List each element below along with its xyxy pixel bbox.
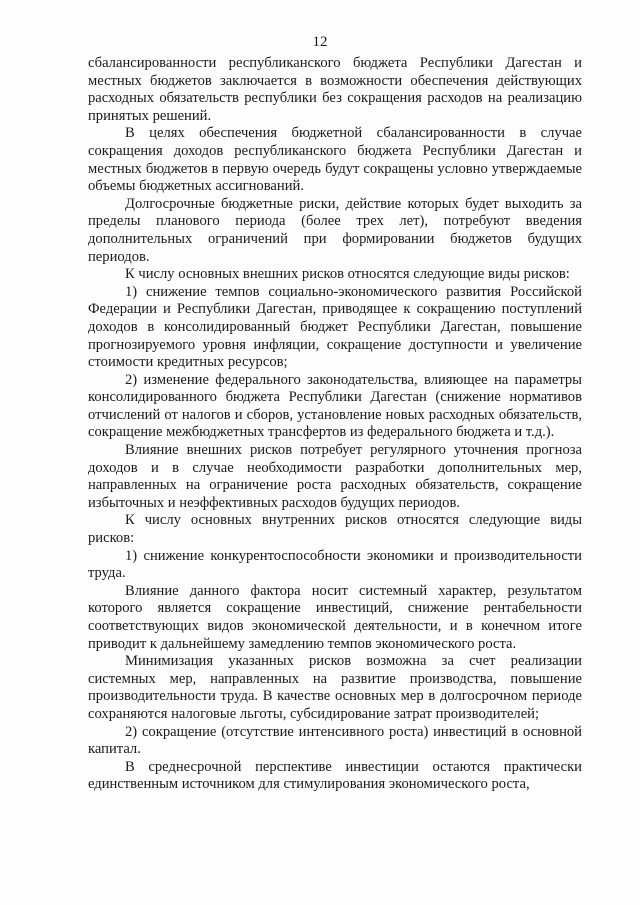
document-body bbox=[88, 55, 582, 794]
paragraph: Влияние внешних рисков потребует регулярного уточнения прогноза доходов и в случае необходимости разработки дополнительных мер, направленных на ограничение роста расходных обязательств, сокращение избыточных и неэффективных расходов будущих периодов. bbox=[88, 442, 582, 511]
paragraph: Долгосрочные бюджетные риски, действие которых будет выходить за пределы планового периода (более трех лет), потребуют введения дополнительных ограничений при формировании бюджетов будущих периодов. bbox=[88, 195, 582, 265]
paragraph: К числу основных внешних рисков относятся следующие виды рисков: bbox=[125, 266, 570, 283]
paragraph: Минимизация указанных рисков возможна за счет реализации системных мер, направленных на развитие производства, повышение производительности труда. В качестве основных мер в долгосрочном периоде сохраняются налоговые льготы, субсидирование затрат производителей; bbox=[88, 653, 582, 722]
list-item-paragraph: 2) изменение федерального законодательства, влияющее на параметры консолидированного бюджета Республики Дагестан (снижение нормативов отчислений от налогов и сборов, установление новых расходных обязательств, сокращение межбюджетных трансфертов из федерального бюджета и т.д.). bbox=[88, 371, 582, 441]
list-item-paragraph: 1) снижение конкурентоспособности экономики и производительности труда. bbox=[88, 547, 582, 582]
list-item-paragraph: 2) сокращение (отсутствие интенсивного роста) инвестиций в основной капитал. bbox=[88, 723, 582, 758]
page-number: 12 bbox=[312, 34, 328, 50]
list-item-paragraph: 1) снижение темпов социально-экономического развития Российской Федерации и Республики Дагестан, приводящее к сокращению поступлений доходов в консолидированный бюджет Республики Дагестан, повышение прогнозируемого уровня инфляции, сокращение доступности и увеличение стоимости кредитных ресурсов; bbox=[88, 283, 582, 371]
paragraph: сбалансированности республиканского бюджета Республики Дагестан и местных бюджетов заключается в возможности обеспечения действующих расходных обязательств республики без сокращения расходов на реализацию принятых решений. bbox=[88, 55, 582, 124]
paragraph: К числу основных внутренних рисков относятся следующие виды рисков: bbox=[88, 512, 582, 547]
paragraph: В целях обеспечения бюджетной сбалансированности в случае сокращения доходов республиканского бюджета Республики Дагестан и местных бюджетов в первую очередь будут сокращены условно утверждаемые объемы бюджетных ассигнований. bbox=[88, 125, 582, 195]
paragraph: Влияние данного фактора носит системный характер, результатом которого является сокращение инвестиций, снижение рентабельности соответствующих видов экономической деятельности, и в конечном итоге приводит к дальнейшему замедлению темпов экономического роста. bbox=[88, 582, 582, 652]
paragraph: В среднесрочной перспективе инвестиции остаются практически единственным источником для стимулирования экономического роста, bbox=[88, 758, 582, 793]
